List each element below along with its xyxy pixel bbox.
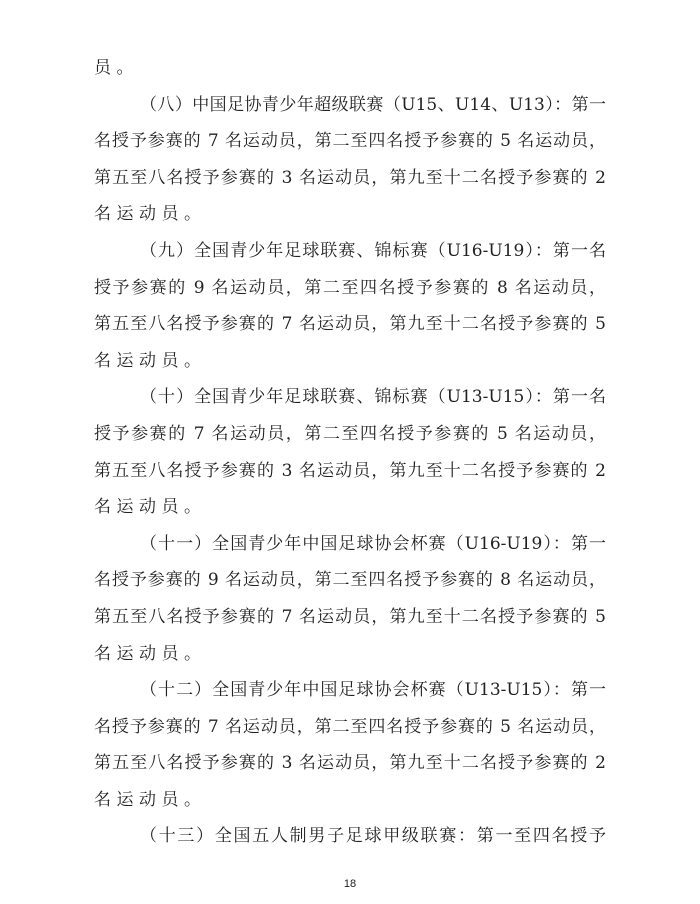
paragraph <box>94 818 606 855</box>
document-body <box>94 50 606 855</box>
text-line: （十一）全国青少年中国足球协会杯赛（U16-U19）：第一 <box>140 533 606 554</box>
text-line: （十二）全国青少年中国足球协会杯赛（U13-U15）：第一 <box>140 680 606 701</box>
paragraph <box>94 233 606 379</box>
text-line: 名运动员。 <box>94 350 207 371</box>
paragraph <box>94 672 606 818</box>
text-line: （九）全国青少年足球联赛、锦标赛（U16-U19）：第一名 <box>140 240 606 261</box>
text-line: 名运动员。 <box>94 497 207 518</box>
paragraph <box>94 379 606 525</box>
text-line: （十三）全国五人制男子足球甲级联赛：第一至四名授予 <box>140 826 606 847</box>
text-line: 授予参赛的 7 名运动员，第二至四名授予参赛的 5 名运动员， <box>94 423 606 444</box>
paragraph <box>94 50 606 87</box>
text-line: 第五至八名授予参赛的 7 名运动员，第九至十二名授予参赛的 5 <box>94 606 606 627</box>
text-line: （十）全国青少年足球联赛、锦标赛（U13-U15）：第一名 <box>140 387 606 408</box>
text-line: 名授予参赛的 9 名运动员，第二至四名授予参赛的 8 名运动员， <box>94 570 606 591</box>
text-line: 第五至八名授予参赛的 3 名运动员，第九至十二名授予参赛的 2 <box>94 167 606 188</box>
text-line: 名授予参赛的 7 名运动员，第二至四名授予参赛的 5 名运动员， <box>94 716 606 737</box>
paragraph <box>94 526 606 672</box>
text-line: 授予参赛的 9 名运动员，第二至四名授予参赛的 8 名运动员， <box>94 277 606 298</box>
text-line: 第五至八名授予参赛的 3 名运动员，第九至十二名授予参赛的 2 <box>94 753 606 774</box>
text-line: 名运动员。 <box>94 204 207 225</box>
text-line: 名授予参赛的 7 名运动员，第二至四名授予参赛的 5 名运动员， <box>94 131 606 152</box>
text-line: 第五至八名授予参赛的 3 名运动员，第九至十二名授予参赛的 2 <box>94 460 606 481</box>
text-line: （八）中国足协青少年超级联赛（U15、U14、U13）：第一 <box>140 94 606 115</box>
text-line: 第五至八名授予参赛的 7 名运动员，第九至十二名授予参赛的 5 <box>94 314 606 335</box>
text-line: 员。 <box>94 58 139 78</box>
text-line: 名运动员。 <box>94 789 207 810</box>
page-number: 18 <box>343 878 357 890</box>
paragraph <box>94 87 606 233</box>
text-line: 名运动员。 <box>94 643 207 664</box>
